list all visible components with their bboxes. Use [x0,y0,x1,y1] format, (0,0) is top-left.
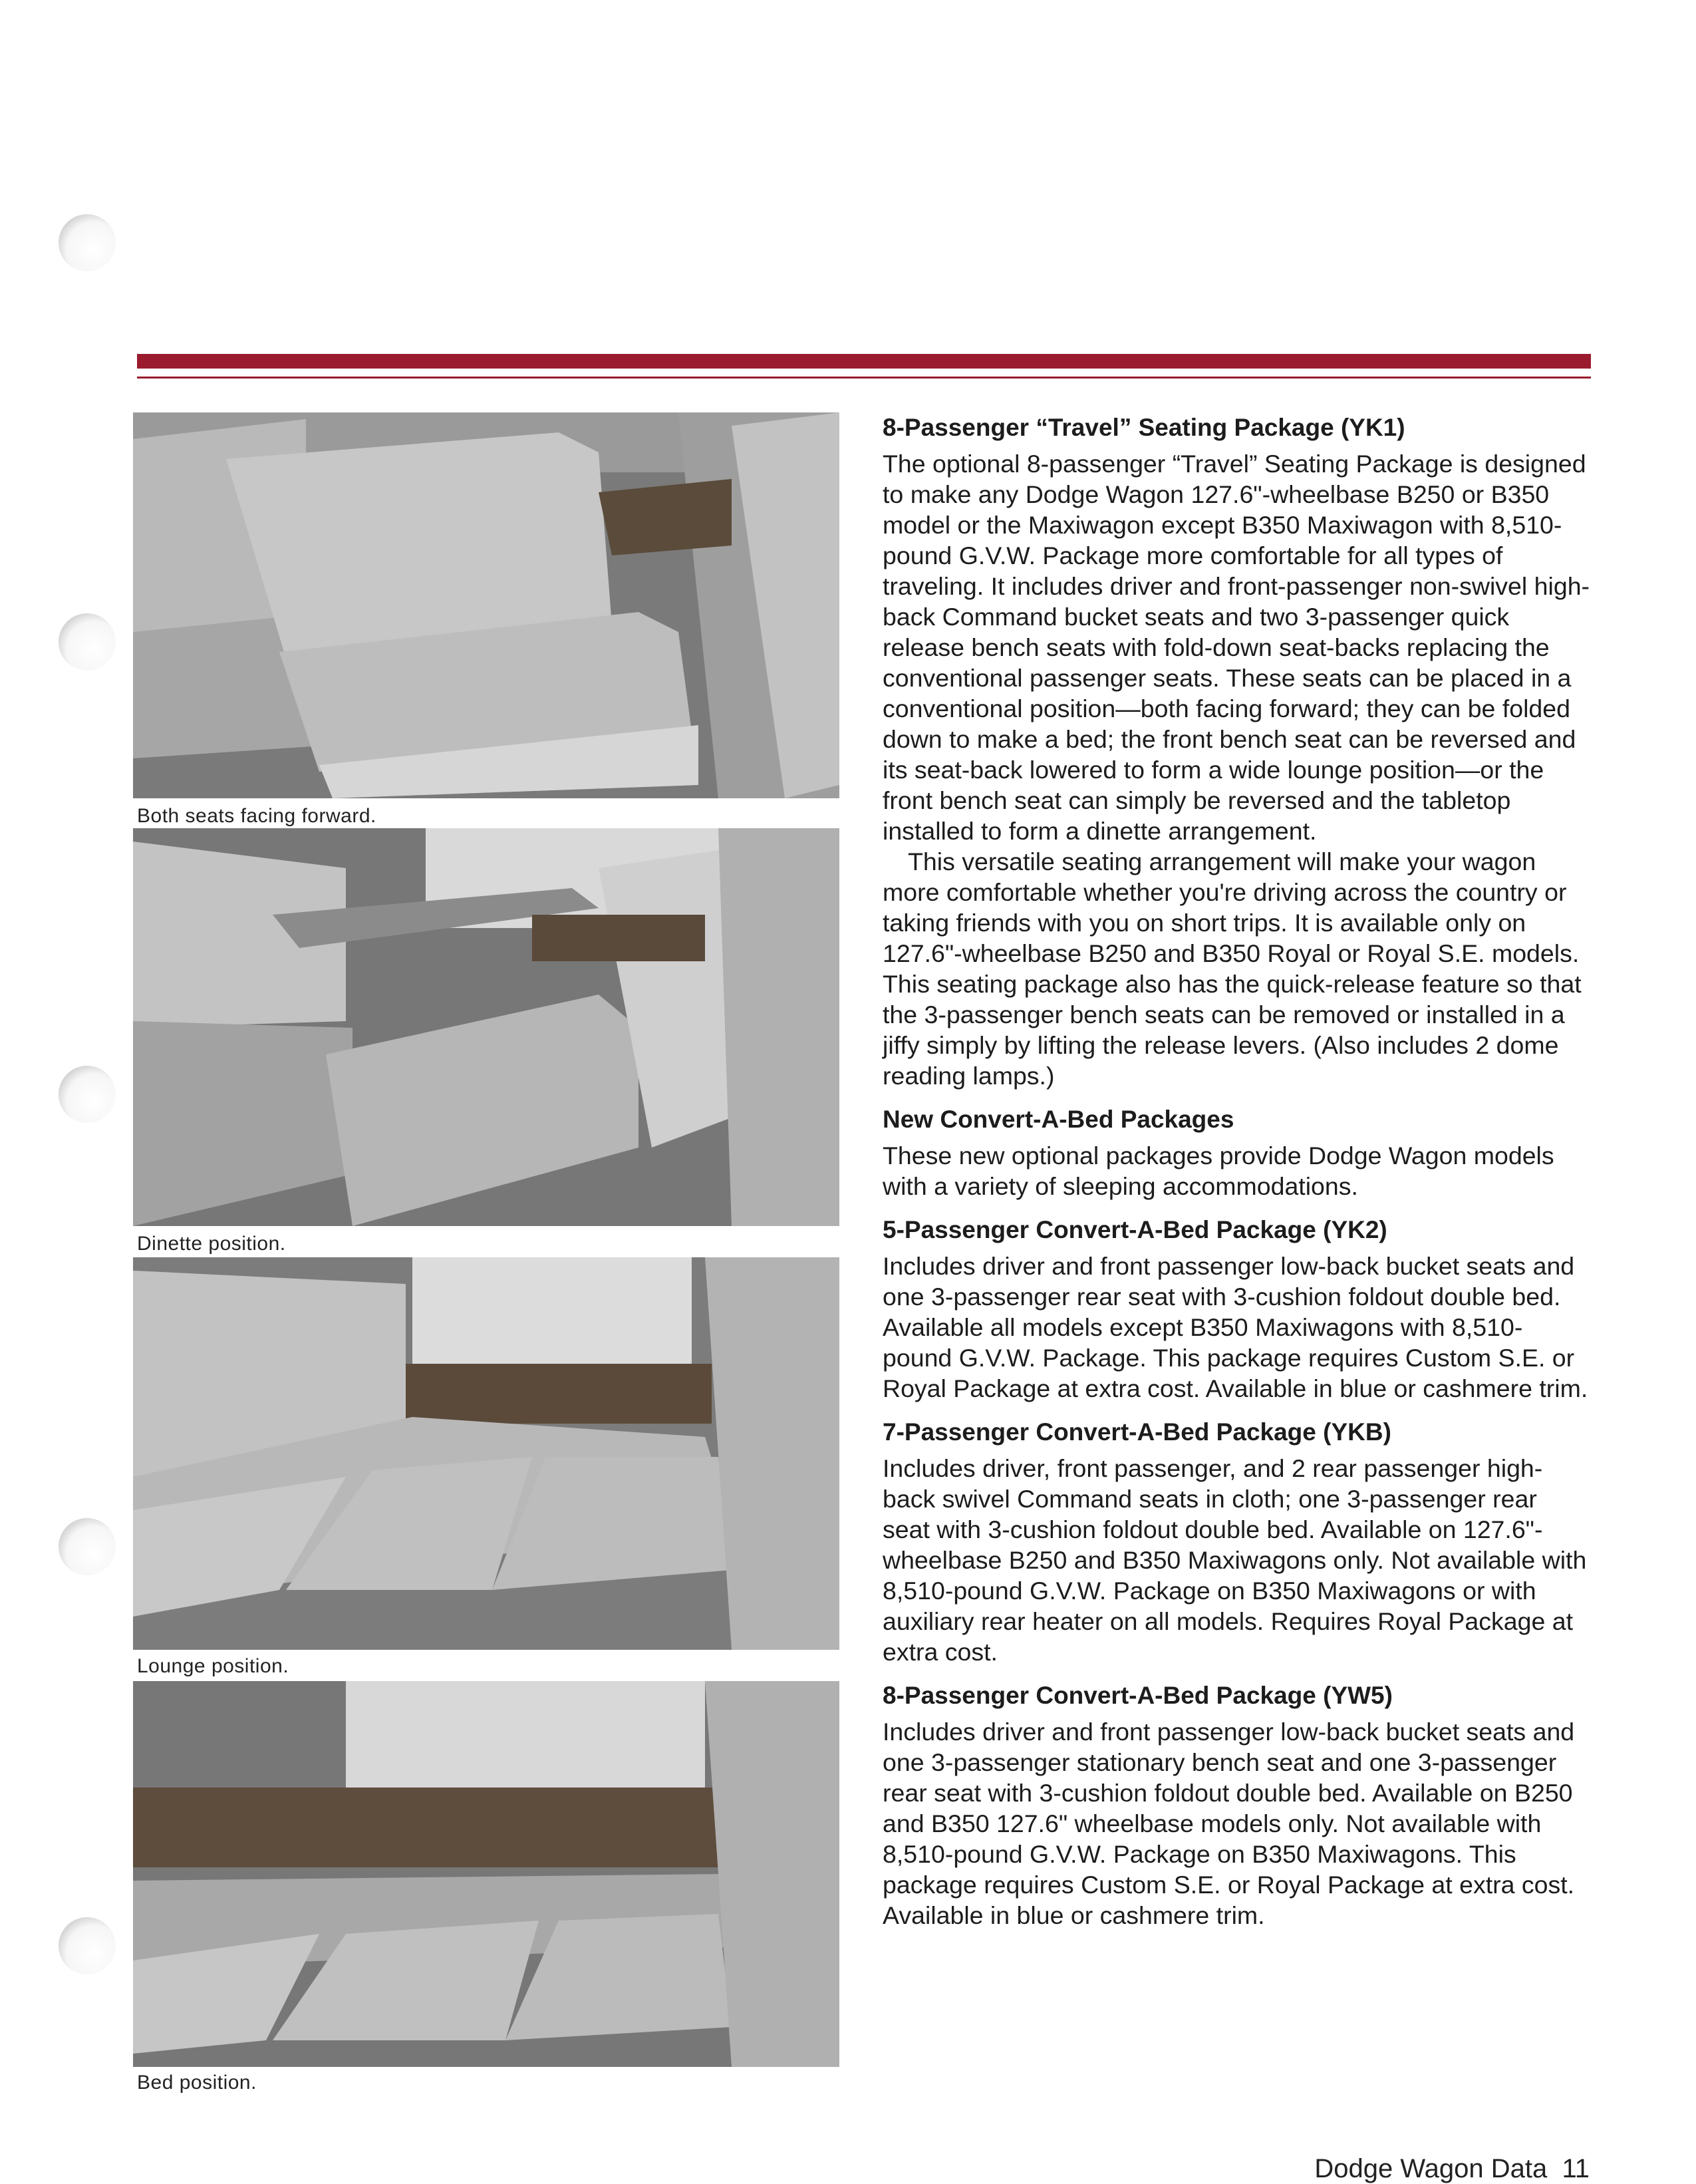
header-rule-thin [137,377,1591,379]
text-column [883,412,1591,1944]
section-heading: 8-Passenger Convert-A-Bed Package (YW5) [883,1682,1393,1709]
header-rule [137,354,1591,369]
section-paragraph: The optional 8-passenger “Travel” Seating Package is designed to make any Dodge Wagon 127.6"-wheelbase B250 or B350 model or the Maxiwagon except B350 Maxiwagon with 8,510-pound G.V.W. Package more comfortable for all types of traveling. It includes driver and front-passenger non-swivel high-back Command bucket seats and two 3-passenger quick release bench seats with fold-down seat-backs replacing the conventional passenger seats. These seats can be placed in a conventional position—both facing forward; they can be folded down to make a bed; the front bench seat can be reversed and its seat-back lowered to form a wide lounge position—or the front bench seat can simply be reversed and the tabletop installed to form a dinette arrangement. [883,450,1590,845]
section-heading: 5-Passenger Convert-A-Bed Package (YK2) [883,1216,1387,1243]
section-paragraph: Includes driver, front passenger, and 2 rear passenger high-back swivel Command seats in cloth; one 3-passenger rear seat with 3-cushion foldout double bed. Available on 127.6"-wheelbase B250 and B350 Maxiwagons only. Not available with 8,510-pound G.V.W. Package on B350 Maxiwagons or with auxiliary rear heater on all models. Requires Royal Package at extra cost. [883,1454,1587,1666]
punch-hole [59,1518,116,1575]
section-heading: 8-Passenger “Travel” Seating Package (YK1) [883,414,1405,441]
caption-lounge: Lounge position. [137,1655,289,1677]
page-footer: Dodge Wagon Data 11 [1314,2154,1590,2183]
punch-hole [59,214,116,271]
section-paragraph: Includes driver and front passenger low-back bucket seats and one 3-passenger rear seat with 3-cushion foldout double bed. Available all models except B350 Maxiwagons with 8,510-pound G.V.W. Package. This package requires Custom S.E. or Royal Package at extra cost. Available in blue or cashmere trim. [883,1252,1588,1402]
punch-hole [59,613,116,671]
photo-dinette [133,828,839,1226]
caption-bed: Bed position. [137,2072,257,2094]
caption-dinette: Dinette position. [137,1233,286,1255]
photo-lounge [133,1257,839,1650]
section-paragraph: Includes driver and front passenger low-back bucket seats and one 3-passenger stationary bench seat and one 3-passenger rear seat with 3-cushion foldout double bed. Available on B250 and B350 127.6" wheelbase models only. Not available with 8,510-pound G.V.W. Package on B350 Maxiwagons. This package requires Custom S.E. or Royal Package at extra cost. Available in blue or cashmere trim. [883,1718,1575,1929]
section-heading: New Convert-A-Bed Packages [883,1106,1234,1133]
punch-hole [59,1917,116,1974]
punch-hole [59,1066,116,1123]
section-paragraph: This versatile seating arrangement will make your wagon more comfortable whether you're driving across the country or taking friends with you on short trips. It is available only on 127.6"-wheelbase B250 and B350 Royal or Royal S.E. models. This seating package also has the quick-release feature so that the 3-passenger bench seats can be removed or installed in a jiffy simply by lifting the release levers. (Also includes 2 dome reading lamps.) [883,848,1582,1090]
caption-seats-forward: Both seats facing forward. [137,805,376,827]
section-paragraph: These new optional packages provide Dodge Wagon models with a variety of sleeping accommodations. [883,1142,1554,1200]
photo-seats-forward [133,412,839,798]
section-heading: 7-Passenger Convert-A-Bed Package (YKB) [883,1418,1391,1446]
photo-bed [133,1681,839,2067]
